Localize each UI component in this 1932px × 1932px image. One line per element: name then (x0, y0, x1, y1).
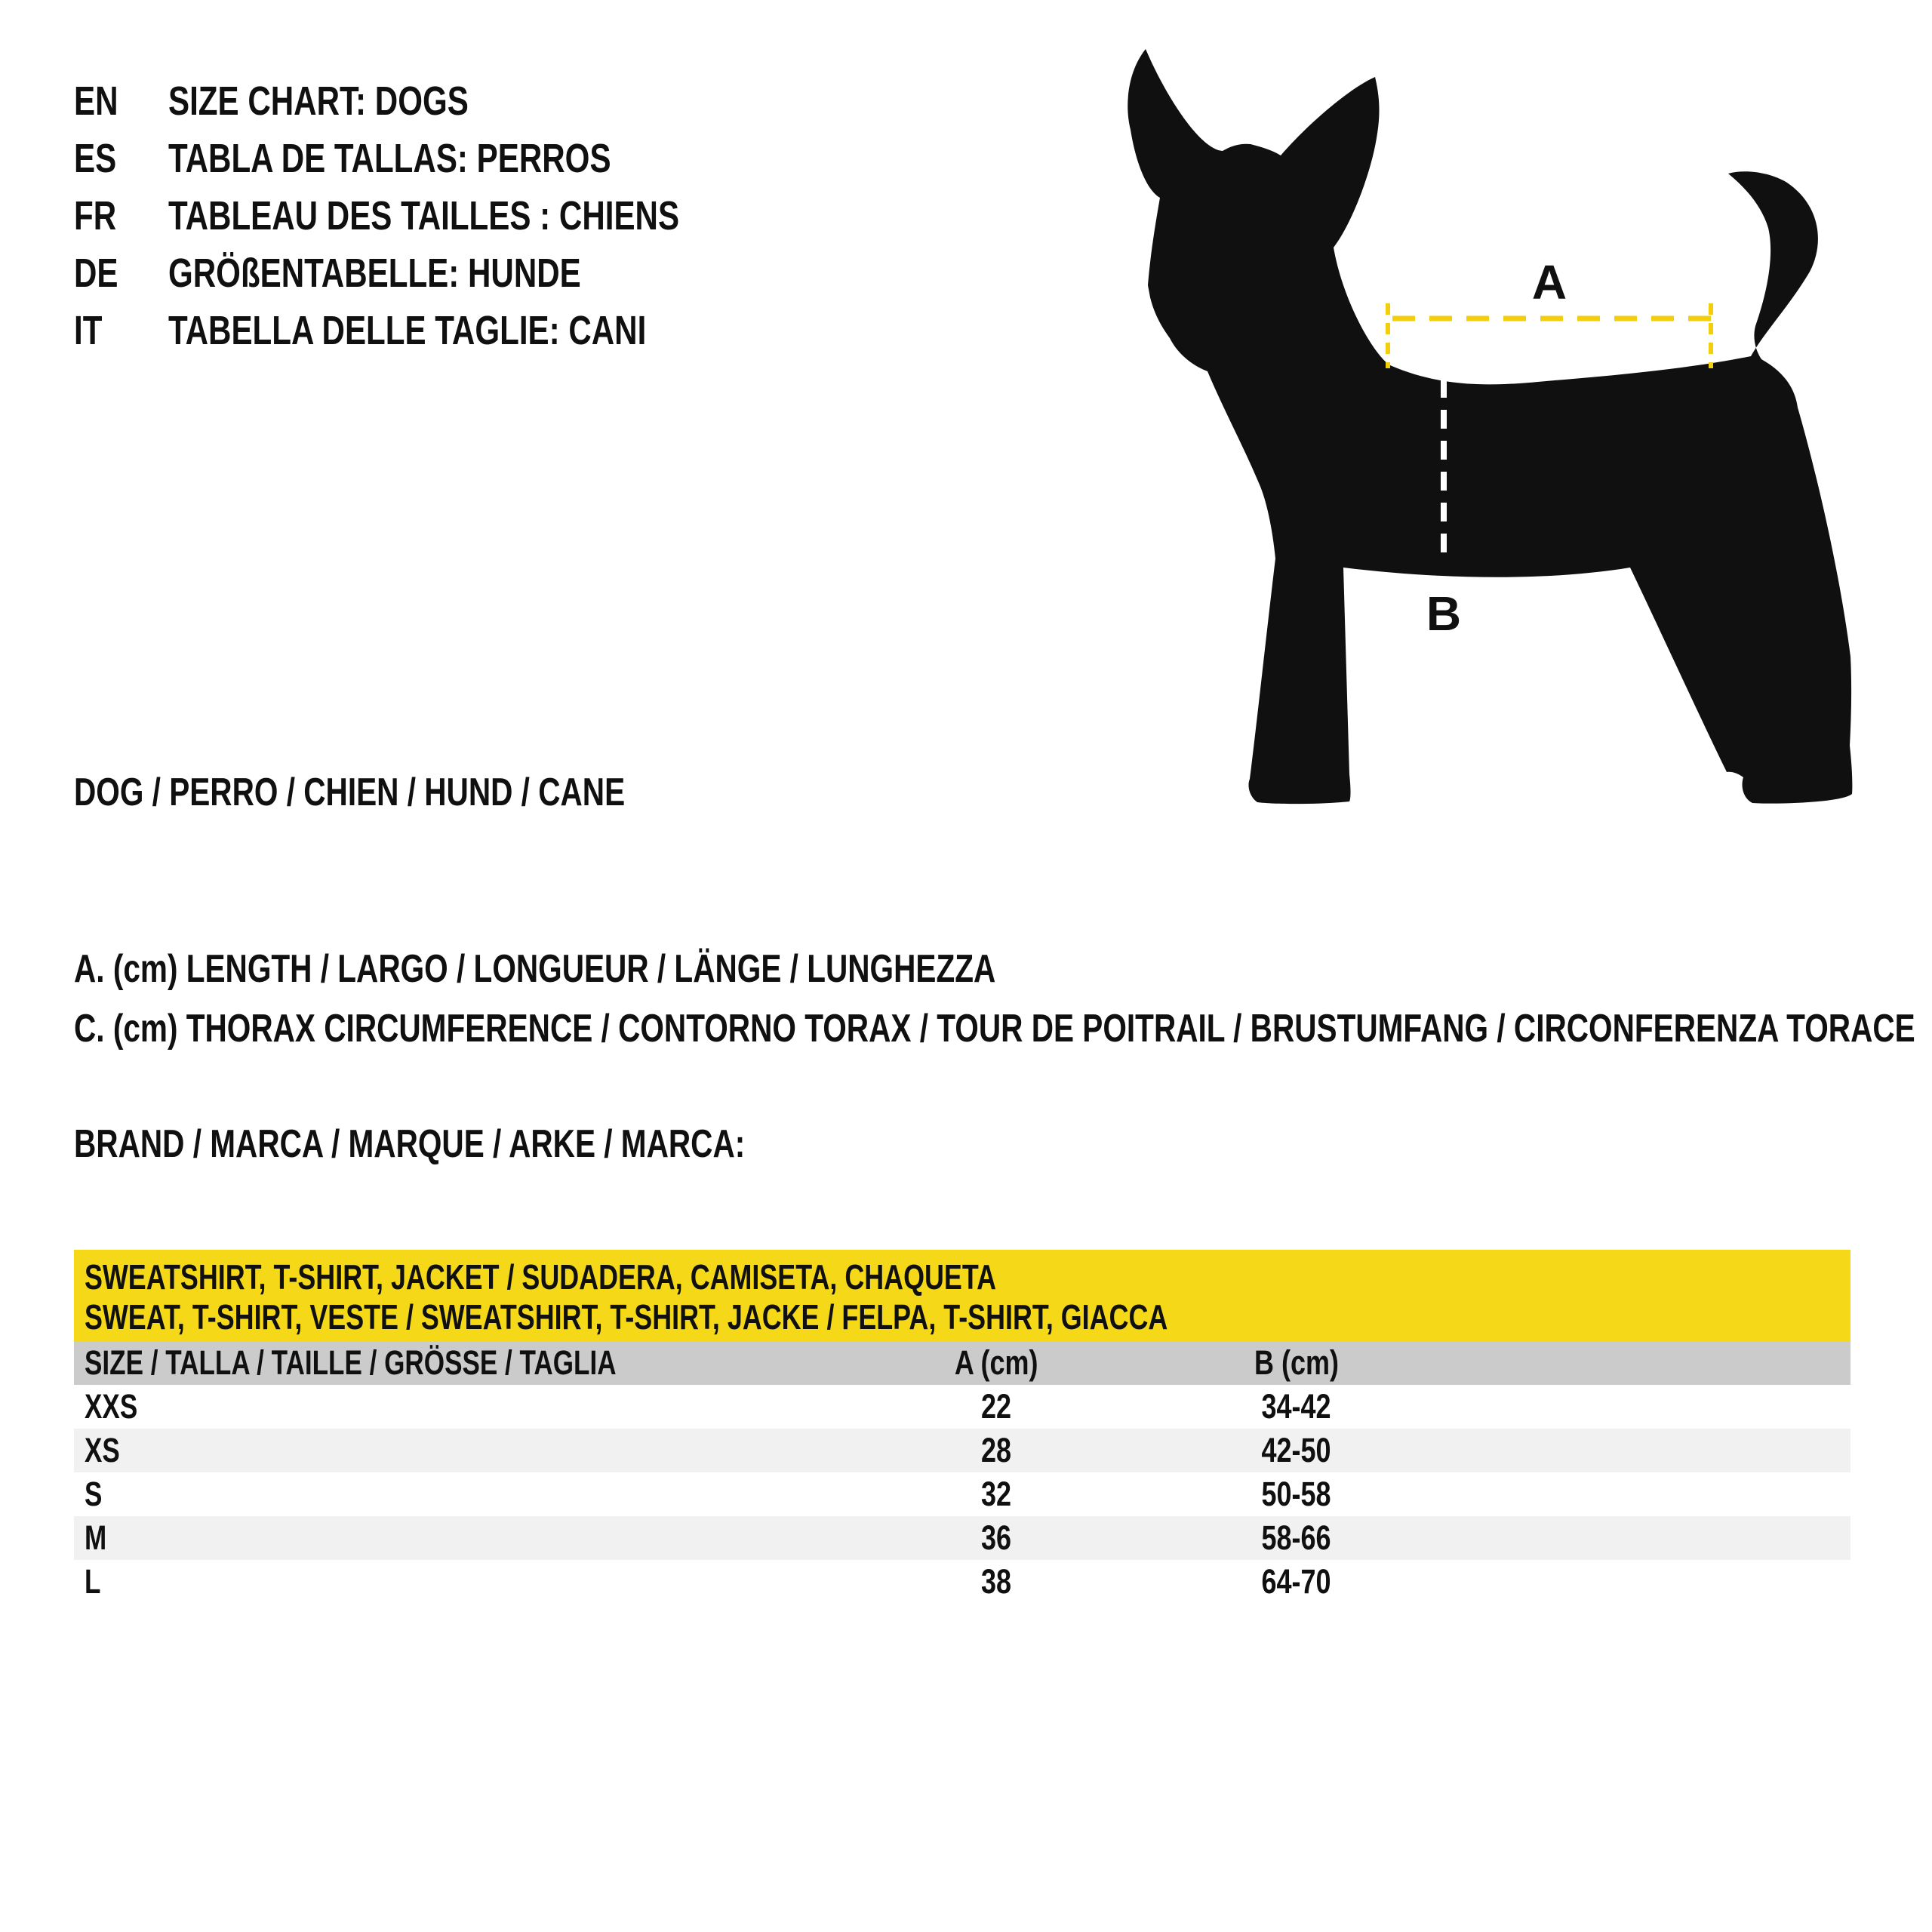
language-title: GRÖßENTABELLE: HUNDE (168, 251, 581, 296)
dog-measurement-diagram (1094, 30, 1894, 815)
row-size: XXS (85, 1387, 138, 1426)
language-title: TABELLA DELLE TAGLIE: CANI (168, 308, 647, 353)
row-b-value: 50-58 (1261, 1475, 1332, 1513)
table-header-row (74, 1341, 1850, 1385)
row-size: M (85, 1518, 107, 1557)
language-row-en (74, 72, 823, 130)
row-size: XS (85, 1431, 120, 1469)
language-code: IT (74, 308, 103, 353)
language-title-block (74, 72, 823, 359)
row-b-value: 42-50 (1261, 1431, 1332, 1469)
measurement-line-a (1388, 303, 1711, 368)
banner-line-2: SWEAT, T-SHIRT, VESTE / SWEATSHIRT, T-SHIRT, JACKE / FELPA, T-SHIRT, GIACCA (85, 1297, 1168, 1337)
banner-line-1: SWEATSHIRT, T-SHIRT, JACKET / SUDADERA, CAMISETA, CHAQUETA (85, 1257, 997, 1297)
table-row-l (74, 1560, 1850, 1604)
language-row-it (74, 302, 823, 359)
language-title: TABLEAU DES TAILLES : CHIENS (168, 193, 680, 238)
row-b-value: 34-42 (1261, 1387, 1332, 1426)
header-col-b: B (cm) (1254, 1343, 1339, 1382)
row-b-value: 64-70 (1261, 1562, 1332, 1601)
header-col-a: A (cm) (954, 1343, 1038, 1382)
legend-line-c: C. (cm) THORAX CIRCUMFERENCE / CONTORNO TORAX / TOUR DE POITRAIL / BRUSTUMFANG / CIRCONFERENZA TORACE (74, 1007, 1915, 1051)
row-a-value: 38 (980, 1562, 1012, 1601)
marker-a-label: A (1531, 255, 1567, 309)
row-a-value: 28 (980, 1431, 1012, 1469)
language-code: ES (74, 136, 117, 181)
row-size: L (85, 1562, 101, 1601)
row-a-value: 22 (980, 1387, 1012, 1426)
marker-b-label: B (1426, 586, 1462, 641)
row-a-value: 32 (980, 1475, 1012, 1513)
language-row-es (74, 130, 823, 187)
row-a-value: 36 (980, 1518, 1012, 1557)
header-size-label: SIZE / TALLA / TAILLE / GRÖSSE / TAGLIA (85, 1343, 617, 1382)
garment-type-banner (74, 1250, 1850, 1341)
table-row-xs (74, 1429, 1850, 1472)
legend-line-a: A. (cm) LENGTH / LARGO / LONGUEUR / LÄNGE / LUNGHEZZA (74, 947, 996, 991)
table-row-s (74, 1472, 1850, 1516)
table-row-m (74, 1516, 1850, 1560)
row-b-value: 58-66 (1261, 1518, 1332, 1557)
size-table (74, 1250, 1850, 1604)
row-size: S (85, 1475, 103, 1513)
language-code: FR (74, 193, 117, 238)
language-row-fr (74, 187, 823, 245)
dog-silhouette (1128, 49, 1852, 804)
language-code: EN (74, 78, 118, 124)
language-row-de (74, 245, 823, 302)
table-row-xxs (74, 1385, 1850, 1429)
language-title: SIZE CHART: DOGS (168, 78, 469, 124)
language-title: TABLA DE TALLAS: PERROS (168, 136, 611, 181)
language-code: DE (74, 251, 118, 296)
animal-caption: DOG / PERRO / CHIEN / HUND / CANE (74, 771, 626, 814)
brand-line: BRAND / MARCA / MARQUE / ARKE / MARCA: (74, 1122, 746, 1166)
